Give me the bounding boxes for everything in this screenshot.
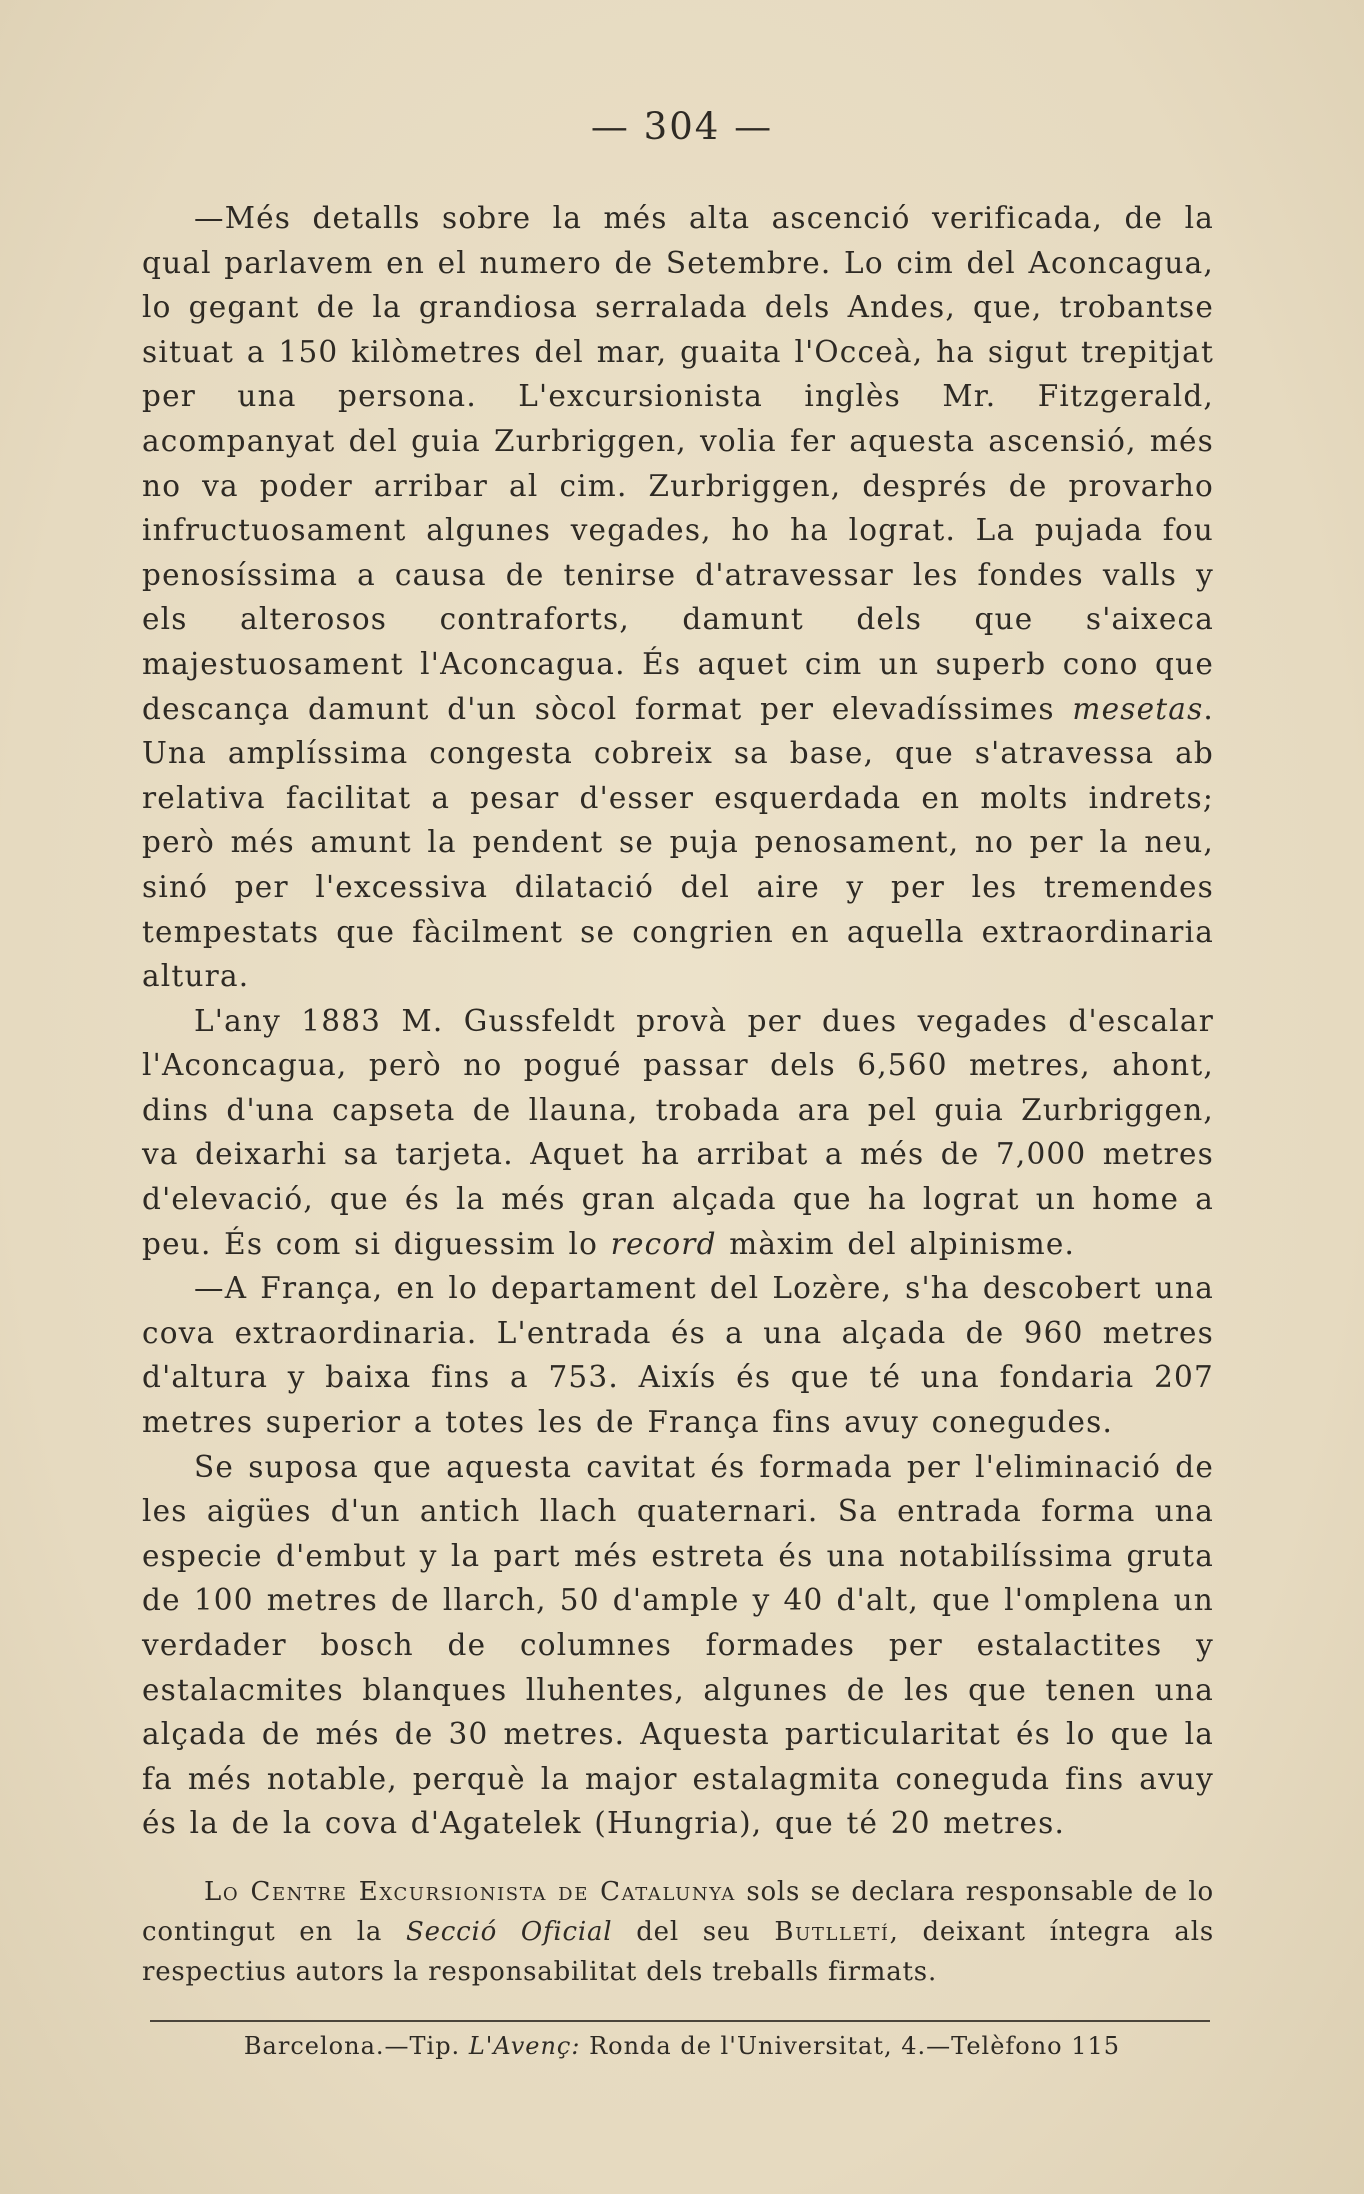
paragraph-text: . Una amplíssima congesta cobreix sa base, que s'atravessa ab relativa facilitat a pesar d'esser esquerdada en molts indrets; però més amunt la pendent se puja penosament, no per la neu, sinó per l'excessiva dilatació del aire y per les tremendes tempestats que fàcilment se congrien en aquella extraordinaria altura. — [142, 691, 1214, 994]
note-text: , deixant íntegra als respectius autors la responsabilitat dels treballs firmats. — [142, 1917, 1214, 1987]
paragraph-text: màxim del alpinisme. — [716, 1226, 1076, 1261]
note-text: sols se declara responsable de lo contingut en la — [142, 1877, 1214, 1947]
paragraph-cave-description — [142, 1445, 1214, 1846]
page-number: — 304 — — [590, 105, 774, 148]
footer-divider — [150, 2020, 1210, 2022]
paragraph-text: —A França, en lo departament del Lozère, s'ha descobert una cova extraordinaria. L'entrada és a una alçada de 960 metres d'altura y baixa fins a 753. Aixís és que té una fondaria 207 metres superior a totes les de França fins avuy conegudes. — [142, 1271, 1214, 1440]
printer-imprint — [0, 2028, 1364, 2064]
paragraph-text: L'any 1883 M. Gussfeldt provà per dues vegades d'escalar l'Aconcagua, però no pogué passar dels 6,560 metres, ahont, dins d'una capseta de llauna, trobada ara pel guia Zurbriggen, va deixarhi sa tarjeta. Aquet ha arribat a més de 7,000 metres d'elevació, que és la més gran alçada que ha lograt un home a peu. És com si diguessim lo — [142, 1003, 1214, 1261]
paragraph-text: —Més detalls sobre la més alta ascenció verificada, de la qual parlavem en el numero de Setembre. Lo cim del Aconcagua, lo gegant de la grandiosa serralada dels Andes, que, trobantse situat a 150 kilòmetres del mar, guaita l'Occeà, ha sigut trepitjat per una persona. L'excursionista inglès Mr. Fitzgerald, acompanyat del guia Zurbriggen, volia fer aquesta ascensió, més no va poder arribar al cim. Zurbriggen, després de provarho infructuosament algunes vegades, ho ha lograt. La pujada fou penosíssima a causa de tenirse d'atravessar les fondes valls y els alterosos contraforts, damunt dels que s'aixeca majestuosament l'Aconcagua. És aquet cim un superb cono que descança damunt d'un sòcol format per elevadíssimes — [142, 201, 1214, 726]
paragraph-text: Se suposa que aquesta cavitat és formada per l'eliminació de les aigües d'un antich llach quaternari. Sa entrada forma una especie d'embut y la part més estreta és una notabilíssima gruta de 100 metres de llarch, 50 d'ample y 40 d'alt, que l'omplena un verdader bosch de columnes formades per estalactites y estalacmites blanques lluhentes, algunes de les que tenen una alçada de més de 30 metres. Aquesta particularitat és lo que la fa més notable, perquè la major estalagmita coneguda fins avuy és la de la cova d'Agatelek (Hungria), que té 20 metres. — [142, 1449, 1214, 1841]
paragraph-gussfeldt — [142, 999, 1214, 1267]
organization-name: Lo Centre Excursionista de Catalunya — [204, 1877, 736, 1907]
note-text: del seu — [612, 1917, 775, 1947]
printer-name: L'Avenç: — [468, 2032, 581, 2060]
bulletin-name: Butlletí — [774, 1917, 890, 1947]
disclaimer-note — [142, 1872, 1214, 1992]
italic-term: record — [610, 1226, 717, 1261]
imprint-text: Ronda de l'Universitat, 4.—Telèfono 115 — [580, 2032, 1121, 2060]
section-name: Secció Oficial — [406, 1917, 613, 1947]
paragraph-lozere-cave — [142, 1266, 1214, 1444]
italic-term: mesetas — [1072, 691, 1204, 726]
article-body — [142, 196, 1214, 1846]
paragraph-aconcagua — [142, 196, 1214, 999]
imprint-text: Barcelona.—Tip. — [243, 2032, 469, 2060]
